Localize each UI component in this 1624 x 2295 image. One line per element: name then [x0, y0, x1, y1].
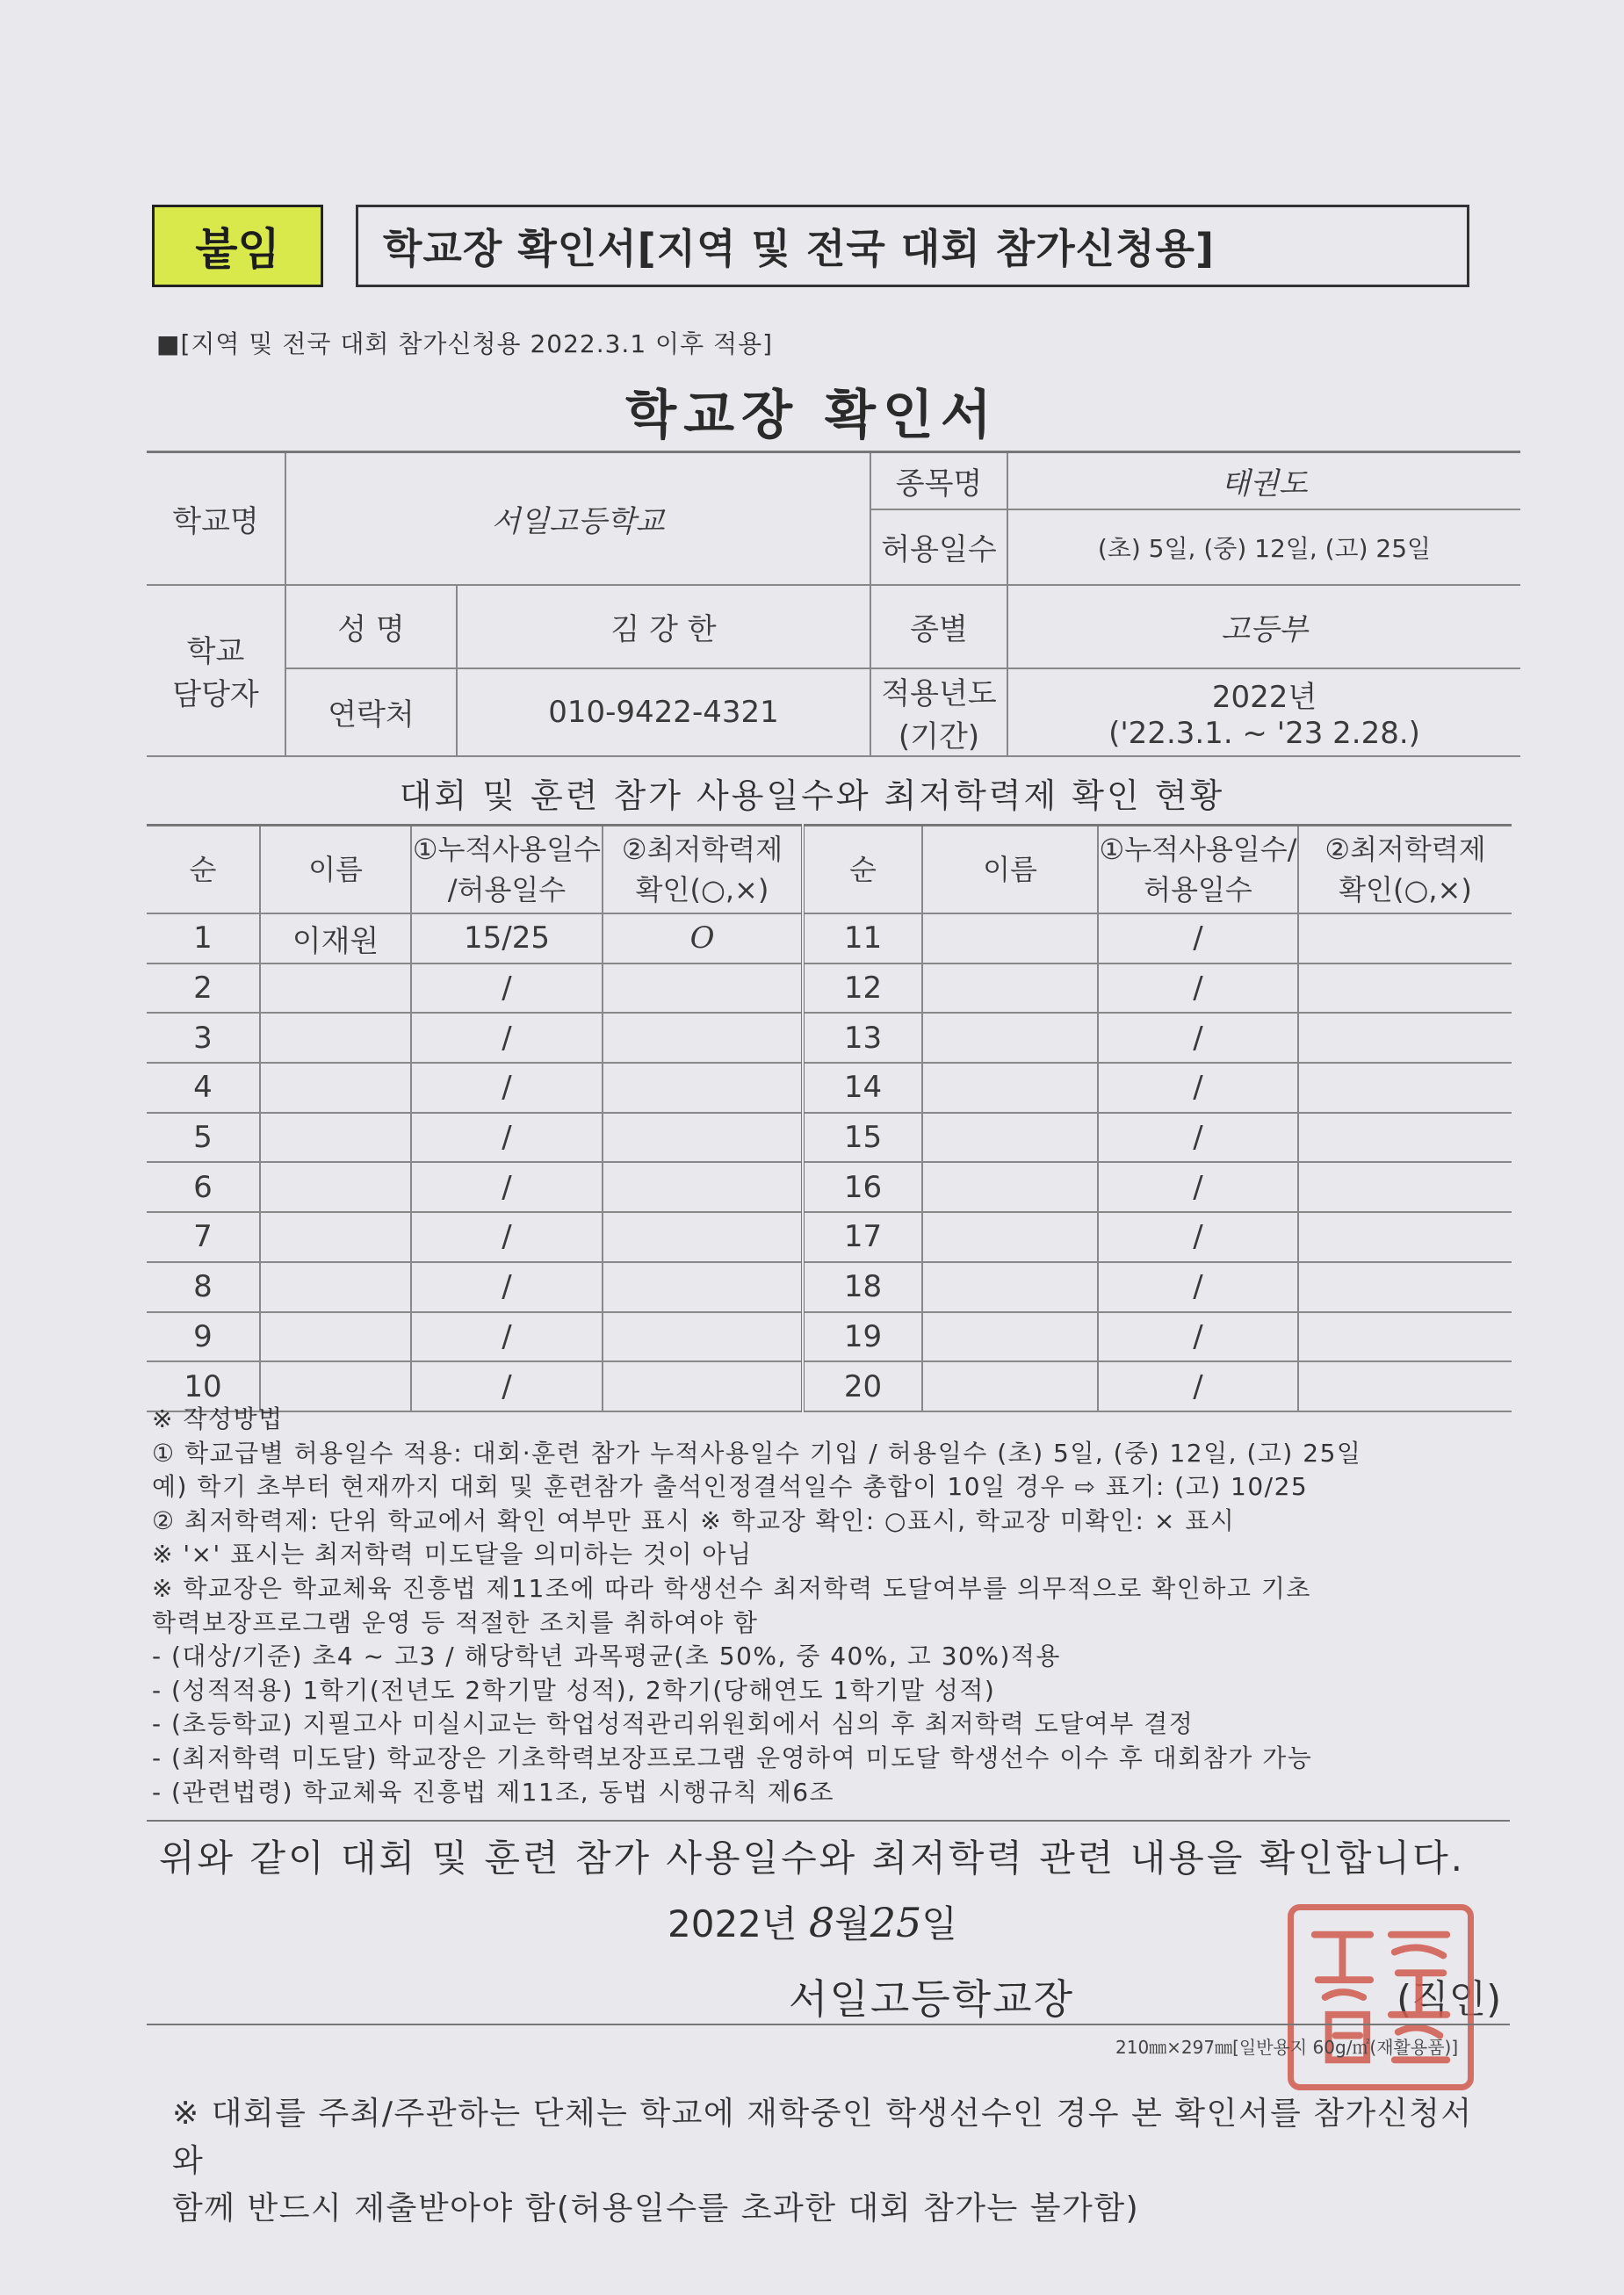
row-no: 14 — [803, 1063, 922, 1113]
table-row — [147, 1262, 1512, 1312]
notes-line: ※ 학교장은 학교체육 진흥법 제11조에 따라 학생선수 최저학력 도달여부를 의무적으로 확인하고 기초 — [152, 1573, 1311, 1603]
row-no: 17 — [803, 1212, 922, 1262]
row-no: 1 — [147, 913, 260, 963]
header-check-left — [603, 826, 803, 914]
seal-mark-text: (직인) — [1397, 1977, 1502, 2022]
divider — [147, 1820, 1510, 1822]
header-check-right — [1298, 826, 1512, 914]
notes-line: - (최저학력 미도달) 학교장은 기초학력보장프로그램 운영하여 미도달 학생선수 이수 후 대회참가 가능 — [152, 1743, 1313, 1772]
notes-line: - (성적적용) 1학기(전년도 2학기말 성적), 2학기(당해연도 1학기말 성적) — [152, 1675, 996, 1705]
notes-line: ② 최저학력제: 단위 학교에서 확인 여부만 표시 ※ 학교장 확인: ○표시, 학교장 미확인: × 표시 — [152, 1505, 1236, 1535]
date-month-handwritten: 8 — [808, 1899, 835, 1946]
row-days: / — [1098, 1113, 1298, 1163]
table-row — [147, 1312, 1512, 1362]
row-check — [603, 1013, 803, 1063]
row-check — [603, 1312, 803, 1362]
table-row — [147, 1162, 1512, 1212]
row-check — [1298, 913, 1512, 963]
row-no: 12 — [803, 963, 922, 1014]
contact-label: 연락처 — [285, 668, 457, 756]
row-no: 18 — [803, 1262, 922, 1312]
row-name — [260, 1262, 411, 1312]
principal-name: 서일고등학교장 — [789, 1975, 1075, 2023]
row-days: / — [411, 963, 603, 1014]
row-days: / — [1098, 1361, 1298, 1411]
row-days: / — [411, 1113, 603, 1163]
notes-line: - (관련법령) 학교체육 진흥법 제11조, 동법 시행규칙 제6조 — [152, 1777, 835, 1807]
row-days: / — [1098, 1013, 1298, 1063]
staff-label-line1: 학교 — [186, 634, 245, 669]
table-row — [147, 963, 1512, 1014]
header-check-left-line2: 확인(○,×) — [635, 873, 769, 906]
notes-line: ※ '×' 표시는 최저학력 미도달을 의미하는 것이 아님 — [152, 1540, 753, 1570]
row-check — [1298, 963, 1512, 1014]
row-days: / — [411, 1162, 603, 1212]
row-no: 4 — [147, 1063, 260, 1113]
name-value: 김 강 한 — [457, 585, 870, 668]
submission-note-line1: ※ 대회를 주최/주관하는 단체는 학교에 재학중인 학생선수인 경우 본 확인서를 참가신청서와 — [172, 2096, 1473, 2179]
header-check-right-line2: 확인(○,×) — [1339, 873, 1472, 906]
notes-heading: ※ 작성방법 — [152, 1404, 284, 1433]
form-title: 학교장 확인서[지역 및 전국 대회 참가신청용] — [356, 205, 1469, 287]
row-days: 15/25 — [411, 913, 603, 963]
row-no: 5 — [147, 1113, 260, 1163]
row-name: 이재원 — [260, 913, 411, 963]
year-label-line1: 적용년도 — [881, 675, 997, 711]
row-check — [603, 1162, 803, 1212]
division-value: 고등부 — [1007, 585, 1520, 668]
header-check-right-line1: ②최저학력제 — [1324, 833, 1486, 866]
row-days: / — [1098, 963, 1298, 1014]
row-check — [1298, 1212, 1512, 1262]
attachment-tag: 붙임 — [152, 205, 323, 287]
row-check — [603, 1113, 803, 1163]
row-check — [1298, 1312, 1512, 1362]
row-no: 3 — [147, 1013, 260, 1063]
row-days: / — [411, 1063, 603, 1113]
row-check: O — [603, 913, 803, 963]
table-row — [147, 1013, 1512, 1063]
row-check — [1298, 1162, 1512, 1212]
row-days: / — [411, 1212, 603, 1262]
notes-line: - (초등학교) 지필고사 미실시교는 학업성적관리위원회에서 심의 후 최저학력 도달여부 결정 — [152, 1709, 1195, 1739]
paper-spec: 210㎜×297㎜[일반용지 60g/㎡(재활용품)] — [1115, 2037, 1459, 2058]
notes-line: 예) 학기 초부터 현재까지 대회 및 훈련참가 출석인정결석일수 총합이 10일 경우 ⇨ 표기: (고) 10/25 — [152, 1472, 1309, 1502]
row-no: 13 — [803, 1013, 922, 1063]
row-check — [1298, 1113, 1512, 1163]
writing-instructions — [152, 1403, 1522, 1809]
row-days: / — [1098, 1312, 1298, 1362]
row-days: / — [1098, 1262, 1298, 1312]
table-row — [147, 913, 1512, 963]
year-label-line2: (기간) — [898, 718, 980, 754]
notes-line: ① 학교급별 허용일수 적용: 대회·훈련 참가 누적사용일수 기입 / 허용일수 (초) 5일, (중) 12일, (고) 25일 — [152, 1438, 1362, 1468]
row-days: / — [1098, 1162, 1298, 1212]
date-year: 2022년 — [668, 1902, 798, 1945]
row-name — [922, 1262, 1098, 1312]
row-no: 10 — [147, 1361, 260, 1411]
row-days: / — [1098, 1063, 1298, 1113]
row-no: 6 — [147, 1162, 260, 1212]
name-label: 성 명 — [285, 585, 457, 668]
signature-date — [668, 1895, 957, 1948]
row-name — [260, 1212, 411, 1262]
row-days: / — [411, 1013, 603, 1063]
row-check — [1298, 1063, 1512, 1113]
school-name-label: 학교명 — [147, 452, 285, 585]
notes-line: 학력보장프로그램 운영 등 적절한 조치를 취하여야 함 — [152, 1607, 759, 1637]
notes-line: - (대상/기준) 초4 ~ 고3 / 해당학년 과목평균(초 50%, 중 40%, 고 30%)적용 — [152, 1642, 1061, 1671]
row-name — [260, 963, 411, 1014]
header-name-right: 이름 — [922, 826, 1098, 914]
row-name — [260, 1013, 411, 1063]
row-days: / — [411, 1361, 603, 1411]
row-name — [922, 1113, 1098, 1163]
header-days-left-line1: ①누적사용일수 — [412, 833, 602, 866]
submission-note — [172, 2090, 1490, 2233]
division-label: 종별 — [870, 585, 1007, 668]
divider — [147, 2024, 1510, 2025]
row-no: 19 — [803, 1312, 922, 1362]
section-title: 대회 및 훈련 참가 사용일수와 최저학력제 확인 현황 — [399, 776, 1225, 815]
header-days-right-line1: ①누적사용일수/ — [1099, 833, 1297, 866]
year-value-line2: ('22.3.1. ~ '23 2.28.) — [1108, 716, 1420, 751]
contact-value: 010-9422-4321 — [457, 668, 870, 756]
document-title: 학교장 확인서 — [625, 385, 999, 446]
header-no-right: 순 — [803, 826, 922, 914]
official-seal-stamp — [1288, 1904, 1474, 2090]
row-name — [260, 1312, 411, 1362]
row-name — [922, 1063, 1098, 1113]
date-day-handwritten: 25 — [870, 1899, 922, 1946]
allowed-days-value: (초) 5일, (중) 12일, (고) 25일 — [1007, 509, 1520, 585]
row-name — [260, 1162, 411, 1212]
row-name — [922, 963, 1098, 1014]
row-name — [922, 1312, 1098, 1362]
sport-label: 종목명 — [870, 452, 1007, 509]
row-name — [922, 913, 1098, 963]
row-check — [603, 1212, 803, 1262]
row-name — [260, 1113, 411, 1163]
info-table — [147, 451, 1520, 757]
header-days-right — [1098, 826, 1298, 914]
row-no: 7 — [147, 1212, 260, 1262]
row-name — [260, 1063, 411, 1113]
row-no: 8 — [147, 1262, 260, 1312]
date-day-label: 일 — [921, 1902, 957, 1945]
row-no: 20 — [803, 1361, 922, 1411]
row-days: / — [1098, 913, 1298, 963]
staff-label-line2: 담당자 — [172, 677, 259, 712]
row-check — [603, 963, 803, 1014]
row-check — [1298, 1013, 1512, 1063]
roster-table — [147, 824, 1512, 1412]
row-name — [922, 1212, 1098, 1262]
school-name-value: 서일고등학교 — [285, 452, 870, 585]
row-check — [603, 1063, 803, 1113]
apply-note: ■[지역 및 전국 대회 참가신청용 2022.3.1 이후 적용] — [156, 329, 774, 358]
row-no: 9 — [147, 1312, 260, 1362]
year-value — [1007, 668, 1520, 756]
row-days: / — [411, 1262, 603, 1312]
row-check — [1298, 1262, 1512, 1312]
confirmation-statement: 위와 같이 대회 및 훈련 참가 사용일수와 최저학력 관련 내용을 확인합니다. — [158, 1837, 1466, 1880]
row-no: 2 — [147, 963, 260, 1014]
row-days: / — [411, 1312, 603, 1362]
year-label — [870, 668, 1007, 756]
row-name — [922, 1162, 1098, 1212]
header-days-left — [411, 826, 603, 914]
row-name — [922, 1013, 1098, 1063]
year-value-line1: 2022년 — [1211, 680, 1317, 715]
staff-label — [147, 585, 285, 756]
header-name-left: 이름 — [260, 826, 411, 914]
row-no: 11 — [803, 913, 922, 963]
row-check — [603, 1262, 803, 1312]
row-days: / — [1098, 1212, 1298, 1262]
table-row — [147, 1113, 1512, 1163]
table-row — [147, 1212, 1512, 1262]
date-month-label: 월 — [834, 1902, 870, 1945]
header-days-left-line2: /허용일수 — [447, 873, 567, 906]
allowed-days-label: 허용일수 — [870, 509, 1007, 585]
header-check-left-line1: ②최저학력제 — [621, 833, 783, 866]
row-no: 15 — [803, 1113, 922, 1163]
submission-note-line2: 함께 반드시 제출받아야 함(허용일수를 초과한 대회 참가는 불가함) — [172, 2190, 1140, 2226]
sport-value: 태권도 — [1007, 452, 1520, 509]
table-row — [147, 1063, 1512, 1113]
row-no: 16 — [803, 1162, 922, 1212]
header-no-left: 순 — [147, 826, 260, 914]
header-days-right-line2: 허용일수 — [1144, 873, 1252, 906]
